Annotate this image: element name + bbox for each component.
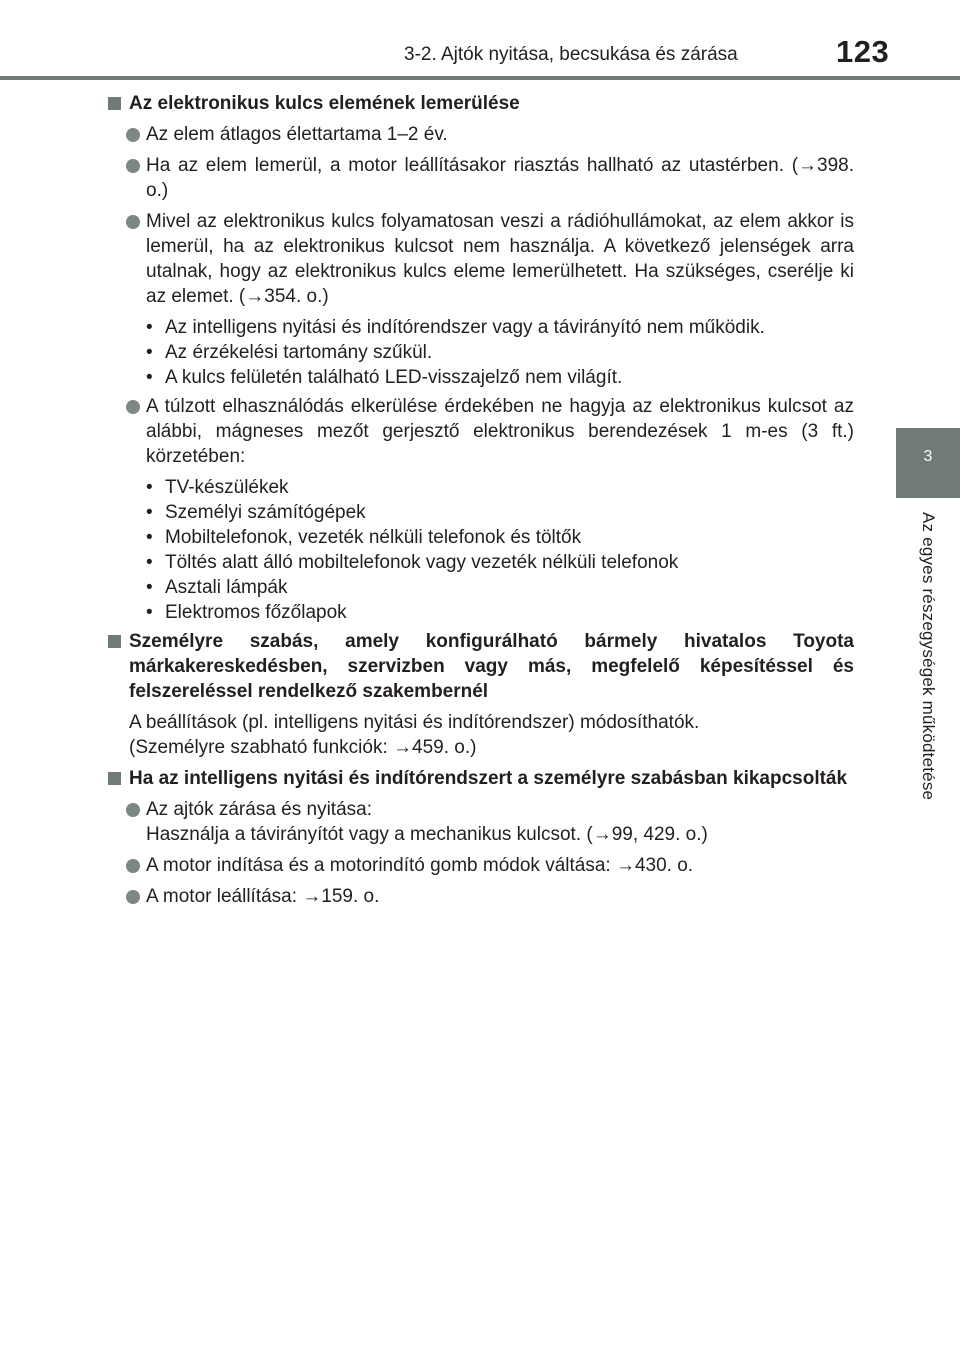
list-item	[104, 153, 854, 203]
list-item-text: Az elem átlagos élettartama 1–2 év.	[146, 124, 448, 145]
paragraph-line: (Személyre szabható funkciók: →459. o.)	[129, 737, 477, 758]
sub-list	[104, 475, 854, 625]
dot-bullet-icon: •	[146, 577, 153, 598]
sub-list-item-text: Az érzékelési tartomány szűkül.	[165, 342, 433, 363]
circle-bullet-icon	[126, 128, 140, 142]
sub-list-item-text: Személyi számítógépek	[165, 502, 366, 523]
dot-bullet-icon: •	[146, 602, 153, 623]
dot-bullet-icon: •	[146, 552, 153, 573]
circle-bullet-icon	[126, 890, 140, 904]
sub-list-item	[146, 550, 854, 575]
list-item-text: A túlzott elhasználódás elkerülése érdekében ne hagyja az elektronikus kulcsot az alábbi, mágneses mezőt gerjesztő elektronikus berendezések 1 m-es (3 ft.) körzetében:	[146, 396, 854, 467]
circle-bullet-icon	[126, 859, 140, 873]
list-item-text: Használja a távirányítót vagy a mechanikus kulcsot. (→99, 429. o.)	[146, 824, 708, 845]
header-divider	[0, 76, 960, 80]
circle-bullet-icon	[126, 400, 140, 414]
list-item-text: Ha az elem lemerül, a motor leállításakor riasztás hallható az utastérben. (→398. o.)	[146, 155, 854, 201]
sub-list	[104, 315, 854, 390]
chapter-number: 3	[923, 448, 933, 465]
heading-text: Az elektronikus kulcs elemének lemerülése	[129, 93, 520, 114]
list-item	[104, 394, 854, 469]
paragraph-line: A beállítások (pl. intelligens nyitási és indítórendszer) módosíthatók.	[129, 712, 700, 733]
list-item-text: Az ajtók zárása és nyitása:	[146, 799, 372, 820]
sub-list-item	[146, 475, 854, 500]
square-bullet-icon	[108, 772, 121, 785]
list-item	[104, 853, 854, 878]
chapter-tab	[896, 428, 960, 498]
list-item-text: A motor leállítása: →159. o.	[146, 886, 380, 907]
sub-list-item	[146, 340, 854, 365]
sub-list-item-text: Az intelligens nyitási és indítórendszer vagy a távirányító nem működik.	[165, 317, 765, 338]
dot-bullet-icon: •	[146, 342, 153, 363]
header-section-title: 3-2. Ajtók nyitása, becsukása és zárása	[404, 44, 738, 65]
sub-list-item-text: A kulcs felületén található LED-visszajelző nem világít.	[165, 367, 623, 388]
dot-bullet-icon: •	[146, 502, 153, 523]
sub-list-item	[146, 315, 854, 340]
square-bullet-icon	[108, 97, 121, 110]
section-heading	[104, 91, 854, 116]
circle-bullet-icon	[126, 159, 140, 173]
list-item-text: A motor indítása és a motorindító gomb módok váltása: →430. o.	[146, 855, 694, 876]
list-item	[104, 797, 854, 847]
circle-bullet-icon	[126, 803, 140, 817]
heading-text: Személyre szabás, amely konfigurálható bármely hivatalos Toyota márkakereskedésben, szervizben vagy más, megfelelő képesítéssel és felszereléssel rendelkező szakembernél	[129, 631, 854, 702]
section-heading	[104, 766, 854, 791]
sub-list-item-text: TV-készülékek	[165, 477, 289, 498]
list-item	[104, 884, 854, 909]
sub-list-item-text: Elektromos főzőlapok	[165, 602, 347, 623]
sub-list-item	[146, 365, 854, 390]
sub-list-item-text: Mobiltelefonok, vezeték nélküli telefonok és töltők	[165, 527, 582, 548]
sub-list-item-text: Asztali lámpák	[165, 577, 288, 598]
list-item	[104, 122, 854, 147]
dot-bullet-icon: •	[146, 367, 153, 388]
circle-bullet-icon	[126, 215, 140, 229]
sub-list-item	[146, 525, 854, 550]
page-content	[104, 91, 854, 915]
dot-bullet-icon: •	[146, 477, 153, 498]
heading-text: Ha az intelligens nyitási és indítórendszert a személyre szabásban kikapcsolták	[129, 768, 848, 789]
list-item-text: Mivel az elektronikus kulcs folyamatosan veszi a rádióhullámokat, az elem akkor is lemerül, ha az elektronikus kulcsot nem használja. A következő jelenségek arra utalnak, hogy az elektronikus kulcs eleme lemerülhetett. Ha szükséges, cserélje ki az elemet. (→354. o.)	[146, 211, 854, 307]
list-item	[104, 209, 854, 309]
section-heading	[104, 629, 854, 704]
chapter-title: Az egyes részegységek működtetése	[919, 512, 938, 801]
sub-list-item	[146, 500, 854, 525]
square-bullet-icon	[108, 635, 121, 648]
dot-bullet-icon: •	[146, 527, 153, 548]
dot-bullet-icon: •	[146, 317, 153, 338]
sub-list-item-text: Töltés alatt álló mobiltelefonok vagy vezeték nélküli telefonok	[165, 552, 679, 573]
paragraph	[104, 710, 854, 760]
sub-list-item	[146, 600, 854, 625]
page-number: 123	[836, 34, 890, 69]
sub-list-item	[146, 575, 854, 600]
